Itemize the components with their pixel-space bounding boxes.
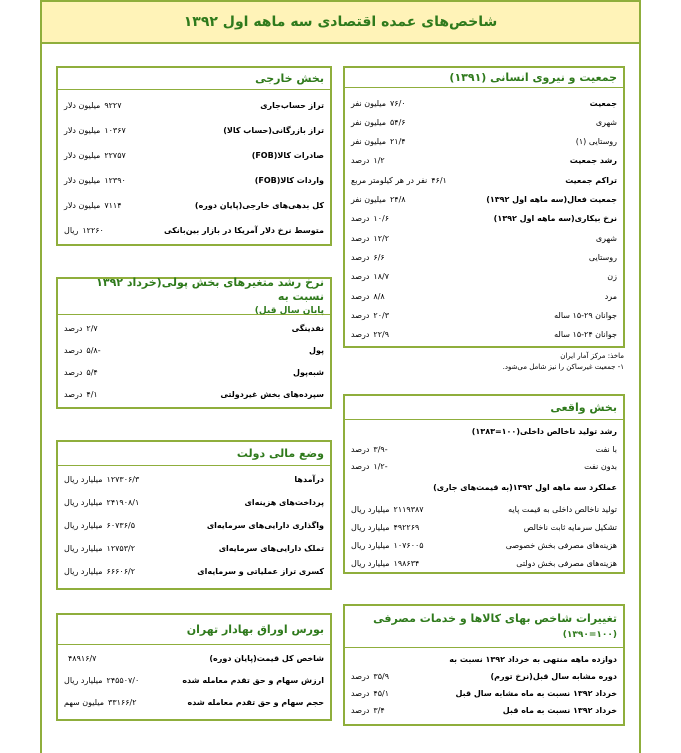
- cpi-value: ۳/۴: [373, 705, 385, 715]
- population-value: ۲۱/۴: [390, 137, 406, 147]
- population-value: ۱۸/۷: [373, 272, 390, 282]
- monetary-unit: درصد: [64, 389, 83, 399]
- population-source: ماخذ: مرکز آمار ایران: [560, 352, 624, 360]
- real-perf-label: تولید ناخالص داخلی به قیمت پایه: [508, 504, 617, 514]
- population-value: ۱۲/۲: [373, 233, 390, 243]
- external-row: [64, 123, 324, 137]
- population-label: شهری: [595, 117, 617, 127]
- real-perf-label: تشکیل سرمایه ثابت ناخالص: [523, 522, 617, 532]
- population-label: جمعیت فعال(سه ماهه اول ۱۳۹۲): [486, 195, 617, 204]
- population-label: روستایی: [588, 252, 617, 262]
- real-perf-row: [351, 502, 617, 516]
- population-row: [351, 270, 617, 284]
- real-growth-unit: درصد: [351, 461, 370, 471]
- real-perf-unit: میلیارد ریال: [351, 540, 390, 550]
- cpi-row: [351, 652, 617, 666]
- cpi-title-line2: (۱۰۰=۱۳۹۰): [562, 629, 617, 640]
- cpi-label: دوازده ماهه منتهی به خرداد ۱۳۹۲ نسبت به: [449, 654, 617, 664]
- population-value: ۵۴/۶: [390, 117, 406, 127]
- monetary-label: نقدینگی: [291, 323, 324, 333]
- monetary-row: [64, 365, 324, 379]
- stock-label: حجم سهام و حق تقدم معامله شده: [187, 697, 324, 707]
- stock-row: [64, 695, 324, 709]
- population-value: ۱۰/۶: [373, 214, 390, 224]
- external-label: کل بدهی‌های خارجی(پایان دوره): [194, 200, 324, 210]
- monetary-value: ۴/۱: [86, 389, 98, 399]
- population-unit: میلیون نفر: [351, 98, 386, 108]
- population-unit: درصد: [351, 310, 370, 320]
- monetary-title-line2: پایان سال قبل): [254, 305, 324, 316]
- monetary-label: شبه‌پول: [293, 367, 324, 377]
- external-unit: میلیون دلار: [64, 175, 101, 185]
- real-growth-row: [351, 459, 617, 473]
- stock-value: ۲۴۵۵۰۷/۰: [106, 675, 140, 685]
- monetary-title-line1: نرخ رشد متغیرهای بخش پولی(خرداد ۱۳۹۲ نسبت به: [96, 275, 324, 303]
- population-value: ۶/۶: [373, 252, 385, 262]
- fiscal-value: ۱۲۷۵۳/۲: [106, 543, 135, 553]
- real-growth-value: -۳/۹: [373, 444, 388, 454]
- population-value: ۲۰/۳: [373, 310, 390, 320]
- monetary-box: [56, 277, 332, 409]
- cpi-unit: درصد: [351, 705, 370, 715]
- population-value: ۴۶/۱: [431, 175, 447, 185]
- real-perf-value: ۱۹۸۶۳۴: [393, 558, 420, 568]
- external-label: صادرات کالا(FOB): [251, 150, 324, 160]
- stock-label: ارزش سهام و حق تقدم معامله شده: [182, 675, 324, 685]
- fiscal-row: [64, 541, 324, 555]
- fiscal-unit: میلیارد ریال: [64, 474, 103, 484]
- monetary-value: ۵/۴: [86, 367, 98, 377]
- population-row: [351, 115, 617, 129]
- monetary-value: -۵/۸: [86, 345, 101, 355]
- real-growth-label: با نفت: [595, 444, 617, 454]
- fiscal-label: پرداخت‌های هزینه‌ای: [244, 497, 324, 507]
- external-row: [64, 198, 324, 212]
- stock-value: ۳۳۱۶۶/۲: [108, 697, 137, 707]
- population-value: ۲۲/۹: [373, 330, 390, 340]
- external-unit: ریال: [64, 225, 79, 235]
- monetary-unit: درصد: [64, 345, 83, 355]
- population-unit: درصد: [351, 214, 370, 224]
- external-label: متوسط نرخ دلار آمریکا در بازار بین‌بانکی: [163, 225, 324, 235]
- stock-row: [64, 651, 324, 665]
- monetary-row: [64, 321, 324, 335]
- real-perf-row: [351, 520, 617, 534]
- monetary-label: سپرده‌های بخش غیردولتی: [220, 389, 324, 399]
- real-growth-unit: درصد: [351, 444, 370, 454]
- real-perf-label: هزینه‌های مصرفی بخش دولتی: [516, 558, 617, 568]
- population-label: نرخ بیکاری(سه ماهه اول ۱۳۹۲): [493, 214, 617, 224]
- population-row: [351, 250, 617, 264]
- population-row: [351, 212, 617, 226]
- population-row: [351, 96, 617, 110]
- population-unit: میلیون نفر: [351, 195, 386, 204]
- population-row: [351, 173, 617, 187]
- real-perf-value: ۴۹۲۲۶۹: [393, 522, 420, 532]
- stock-label: شاخص کل قیمت(پایان دوره): [209, 653, 324, 663]
- population-unit: درصد: [351, 156, 370, 166]
- population-row: [351, 328, 617, 342]
- cpi-label: خرداد ۱۳۹۲ نسبت به ماه مشابه سال قبل: [455, 688, 617, 698]
- fiscal-title: وضع مالی دولت: [58, 442, 330, 466]
- external-box: [56, 66, 332, 246]
- real-perf-unit: میلیارد ریال: [351, 558, 390, 568]
- external-unit: میلیون دلار: [64, 100, 101, 110]
- stock-row: [64, 673, 324, 687]
- external-title: بخش خارجی: [58, 68, 330, 90]
- fiscal-row: [64, 564, 324, 578]
- population-row: [351, 289, 617, 303]
- fiscal-value: ۱۲۷۳۰۶/۳: [106, 474, 140, 484]
- population-value: ۱/۲: [373, 156, 385, 166]
- real-perf-value: ۲۱۱۹۳۸۷: [393, 504, 424, 514]
- external-row: [64, 148, 324, 162]
- population-value: ۲۴/۸: [390, 195, 406, 204]
- monetary-unit: درصد: [64, 323, 83, 333]
- fiscal-label: کسری تراز عملیاتی و سرمایه‌ای: [197, 566, 324, 576]
- real-sector-title: بخش واقعی: [345, 396, 623, 420]
- external-label: تراز حساب‌جاری: [260, 100, 324, 110]
- fiscal-label: درآمدها: [294, 474, 324, 484]
- fiscal-label: تملک دارایی‌های سرمایه‌ای: [218, 543, 324, 553]
- monetary-row: [64, 343, 324, 357]
- stock-value: ۴۸۹۱۶/۷: [68, 653, 97, 663]
- stock-unit: میلیون سهم: [64, 697, 105, 707]
- population-label: جوانان ۲۴-۱۵ ساله: [554, 330, 617, 340]
- external-value: ۲۲۷۵۷: [104, 150, 126, 160]
- fiscal-value: ۲۴۱۹۰۸/۱: [106, 497, 140, 507]
- real-sector-box: [343, 394, 625, 574]
- real-sub2: عملکرد سه ماهه اول ۱۳۹۲(به قیمت‌های جاری): [433, 482, 617, 492]
- external-label: واردات کالا(FOB): [254, 175, 324, 185]
- population-label: مرد: [604, 291, 617, 301]
- cpi-label: خرداد ۱۳۹۲ نسبت به ماه قبل: [502, 705, 617, 715]
- population-value: ۷۶/۰: [390, 98, 406, 108]
- population-unit: درصد: [351, 272, 370, 282]
- cpi-row: [351, 703, 617, 717]
- cpi-value: ۴۵/۱: [373, 688, 390, 698]
- population-row: [351, 193, 617, 207]
- cpi-title-line1: تغییرات شاخص بهای کالاها و خدمات مصرفی: [373, 611, 617, 625]
- stock-unit: میلیارد ریال: [64, 675, 103, 685]
- real-perf-row: [351, 538, 617, 552]
- fiscal-box: [56, 440, 332, 590]
- real-perf-unit: میلیارد ریال: [351, 522, 390, 532]
- fiscal-row: [64, 472, 324, 486]
- cpi-row: [351, 686, 617, 700]
- external-row: [64, 98, 324, 112]
- fiscal-unit: میلیارد ریال: [64, 566, 103, 576]
- population-value: ۸/۸: [373, 291, 385, 301]
- external-value: ۱۲۲۶۰: [82, 225, 104, 235]
- stock-box: [56, 613, 332, 721]
- fiscal-label: واگذاری دارایی‌های سرمایه‌ای: [206, 520, 324, 530]
- real-growth-value: -۱/۲: [373, 461, 388, 471]
- population-unit: درصد: [351, 252, 370, 262]
- population-row: [351, 154, 617, 168]
- population-box: [343, 66, 625, 348]
- real-perf-row: [351, 556, 617, 570]
- fiscal-unit: میلیارد ریال: [64, 497, 103, 507]
- real-growth-row: [351, 442, 617, 456]
- fiscal-value: ۶۰۷۳۶/۵: [106, 520, 135, 530]
- population-unit: میلیون نفر: [351, 117, 386, 127]
- fiscal-row: [64, 518, 324, 532]
- population-unit: میلیون نفر: [351, 137, 386, 147]
- external-value: ۱۰۳۶۷: [104, 125, 126, 135]
- monetary-value: ۲/۷: [86, 323, 98, 333]
- population-row: [351, 308, 617, 322]
- fiscal-unit: میلیارد ریال: [64, 543, 103, 553]
- external-value: ۱۲۳۹۰: [104, 175, 126, 185]
- external-label: تراز بازرگانی(حساب کالا): [223, 125, 324, 135]
- population-label: رشد جمعیت: [569, 156, 617, 166]
- cpi-label: دوره مشابه سال قبل(نرخ تورم): [490, 671, 617, 681]
- cpi-unit: درصد: [351, 671, 370, 681]
- real-perf-value: ۱۰۷۶۰۰۵: [393, 540, 424, 550]
- page-header: [40, 0, 641, 44]
- population-footnote: ۱- جمعیت غیرساکن را نیز شامل می‌شود.: [502, 363, 624, 371]
- population-unit: درصد: [351, 291, 370, 301]
- monetary-label: پول: [309, 345, 324, 355]
- population-row: [351, 135, 617, 149]
- stock-title: بورس اوراق بهادار تهران: [58, 615, 330, 645]
- monetary-row: [64, 387, 324, 401]
- population-unit: درصد: [351, 233, 370, 243]
- real-perf-unit: میلیارد ریال: [351, 504, 390, 514]
- population-label: روستایی (۱): [575, 137, 617, 147]
- population-unit: نفر در هر کیلومتر مربع: [351, 175, 428, 185]
- real-perf-label: هزینه‌های مصرفی بخش خصوصی: [505, 540, 617, 550]
- population-unit: درصد: [351, 330, 370, 340]
- population-title: جمعیت و نیروی انسانی (۱۳۹۱): [345, 68, 623, 88]
- cpi-unit: درصد: [351, 688, 370, 698]
- page-title: شاخص‌های عمده اقتصادی سه ماهه اول ۱۳۹۲: [183, 14, 498, 30]
- fiscal-unit: میلیارد ریال: [64, 520, 103, 530]
- cpi-box: [343, 604, 625, 726]
- monetary-unit: درصد: [64, 367, 83, 377]
- fiscal-row: [64, 495, 324, 509]
- population-label: جمعیت: [589, 98, 617, 108]
- fiscal-value: ۶۶۶۰۶/۲: [106, 566, 135, 576]
- cpi-row: [351, 669, 617, 683]
- population-label: جوانان ۲۹-۱۵ ساله: [554, 310, 617, 320]
- external-row: [64, 173, 324, 187]
- monetary-title: [58, 275, 330, 316]
- real-sub1: رشد تولید ناخالص داخلی(۱۰۰=۱۳۸۳): [471, 426, 617, 436]
- population-label: شهری: [595, 233, 617, 243]
- population-label: تراکم جمعیت: [565, 175, 617, 185]
- external-unit: میلیون دلار: [64, 200, 101, 210]
- external-value: ۹۲۲۷: [104, 100, 122, 110]
- real-growth-label: بدون نفت: [584, 461, 617, 471]
- external-unit: میلیون دلار: [64, 125, 101, 135]
- external-unit: میلیون دلار: [64, 150, 101, 160]
- external-row: [64, 223, 324, 237]
- population-row: [351, 231, 617, 245]
- population-label: زن: [607, 272, 617, 282]
- cpi-value: ۳۵/۹: [373, 671, 390, 681]
- external-value: ۷۱۱۴: [104, 200, 122, 210]
- cpi-title: [345, 606, 623, 648]
